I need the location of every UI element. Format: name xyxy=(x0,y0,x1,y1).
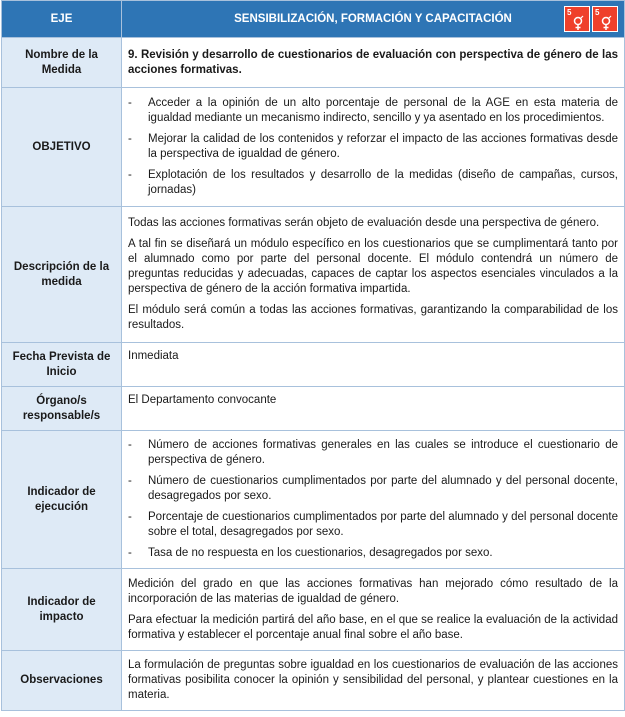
row-impacto xyxy=(2,569,625,651)
row-nombre xyxy=(2,38,625,88)
list-item-text: Acceder a la opinión de un alto porcentaje de personal de la AGE en esta materia de igualdad mediante un mecanismo indirecto, sencillo y ya asentado en los procedimientos. xyxy=(148,97,618,124)
label-organo: Órgano/s responsable/s xyxy=(2,387,122,431)
header-eje: EJE xyxy=(2,1,122,38)
ods-number: 5 xyxy=(595,8,600,17)
value-observaciones: La formulación de preguntas sobre igualdad en los cuestionarios de evaluación de las acciones formativas posibilita conocer la opinión y sensibilidad del personal, y plantear cuestiones en la materia. xyxy=(122,651,625,711)
paragraph: Para efectuar la medición partirá del año base, en el que se realice la evaluación de la actividad formativa y establecer el porcentaje anual final sobre el año base. xyxy=(128,613,618,641)
row-objetivo xyxy=(2,88,625,207)
list-item-text: Tasa de no respuesta en los cuestionarios, desagregados por sexo. xyxy=(148,547,493,559)
header-title: SENSIBILIZACIÓN, FORMACIÓN Y CAPACITACIÓN xyxy=(234,13,512,25)
list-item-text: Mejorar la calidad de los contenidos y reforzar el impacto de las acciones formativas desde la perspectiva de igualdad de género. xyxy=(148,133,618,160)
bullet-dash: - xyxy=(128,133,132,145)
ods-badge xyxy=(592,6,618,32)
ods-number: 5 xyxy=(567,8,572,17)
ejecucion-list xyxy=(128,438,618,561)
ods-badge xyxy=(564,6,590,32)
list-item-text: Número de cuestionarios cumplimentados por parte del alumnado y del personal docente, desagregados por sexo. xyxy=(148,475,618,502)
label-ejecucion: Indicador de ejecución xyxy=(2,431,122,569)
list-item xyxy=(128,438,618,468)
list-item-text: Explotación de los resultados y desarrollo de la medidas (diseño de campañas, cursos, jornadas) xyxy=(148,169,618,196)
label-objetivo: OBJETIVO xyxy=(2,88,122,207)
label-fecha: Fecha Prevista de Inicio xyxy=(2,343,122,387)
value-descripcion xyxy=(122,207,625,343)
paragraph: A tal fin se diseñará un módulo específico en los cuestionarios que se cumplimentará tanto por el alumnado como por parte del personal docente. El módulo contendrá un número de preguntas reducidas y adecuadas, capaces de captar los aspectos esenciales vinculados a la perspectiva de género de la acción formativa impartida. xyxy=(128,238,618,295)
paragraph: Todas las acciones formativas serán objeto de evaluación desde una perspectiva de género. xyxy=(128,217,600,229)
list-item xyxy=(128,168,618,198)
value-organo: El Departamento convocante xyxy=(122,387,625,431)
paragraph: El módulo será común a todas las acciones formativas, garantizando la comparabilidad de los resultados. xyxy=(128,304,618,331)
row-ejecucion xyxy=(2,431,625,569)
label-descripcion: Descripción de la medida xyxy=(2,207,122,343)
paragraph: Medición del grado en que las acciones formativas han mejorado cómo resultado de la incorporación de las materias de igualdad de género. xyxy=(128,577,618,605)
list-item xyxy=(128,132,618,162)
value-fecha: Inmediata xyxy=(122,343,625,387)
label-observaciones: Observaciones xyxy=(2,651,122,711)
list-item xyxy=(128,546,618,561)
list-item-text: Porcentaje de cuestionarios cumplimentados por parte del alumnado y del personal docente sobre el total, desagregados por sexo. xyxy=(148,511,618,538)
bullet-dash: - xyxy=(128,439,132,451)
gender-equality-icon xyxy=(600,15,612,31)
label-nombre: Nombre de la Medida xyxy=(2,38,122,88)
objetivo-list xyxy=(128,96,618,198)
row-observaciones xyxy=(2,651,625,711)
bullet-dash: - xyxy=(128,511,132,523)
value-impacto xyxy=(122,569,625,651)
measure-table xyxy=(1,0,625,711)
row-descripcion xyxy=(2,207,625,343)
bullet-dash: - xyxy=(128,475,132,487)
list-item-text: Número de acciones formativas generales en las cuales se introduce el cuestionario de perspectiva de género. xyxy=(148,439,618,466)
value-ejecucion xyxy=(122,431,625,569)
row-fecha xyxy=(2,343,625,387)
bullet-dash: - xyxy=(128,169,132,181)
label-impacto: Indicador de impacto xyxy=(2,569,122,651)
row-organo xyxy=(2,387,625,431)
gender-equality-icon xyxy=(572,15,584,31)
value-nombre: 9. Revisión y desarrollo de cuestionarios de evaluación con perspectiva de género de las acciones formativas. xyxy=(122,38,625,88)
list-item xyxy=(128,96,618,126)
list-item xyxy=(128,474,618,504)
bullet-dash: - xyxy=(128,547,132,559)
header-row xyxy=(2,1,625,38)
list-item xyxy=(128,510,618,540)
header-title-cell xyxy=(122,1,625,38)
ods-badges xyxy=(564,6,618,32)
bullet-dash: - xyxy=(128,97,132,109)
value-objetivo xyxy=(122,88,625,207)
